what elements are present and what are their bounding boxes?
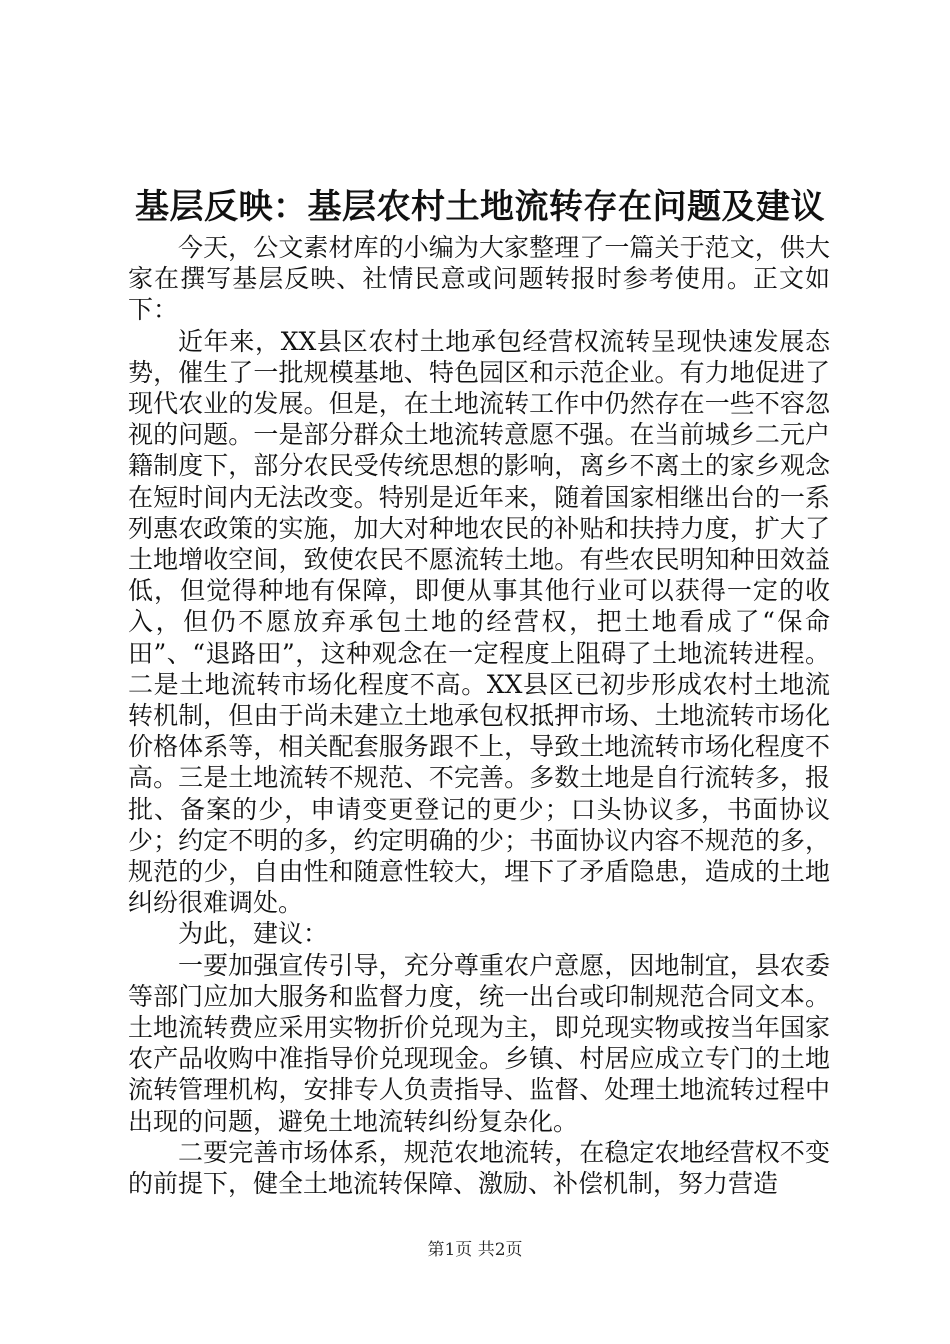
paragraph-intro: 今天，公文素材库的小编为大家整理了一篇关于范文，供大家在撰写基层反映、社情民意或问题转报时参考使用。正文如下：: [128, 233, 830, 325]
page-footer: 第1页 共2页: [427, 1240, 523, 1260]
paragraph-suggestion-two: 二要完善市场体系，规范农地流转，在稳定农地经营权不变的前提下，健全土地流转保障、激励、补偿机制，努力营造: [128, 1137, 830, 1199]
document-title: 基层反映：基层农村土地流转存在问题及建议: [135, 187, 825, 227]
paragraph-suggestions-heading: 为此，建议：: [178, 919, 329, 949]
paragraph-problems: 近年来，XX县区农村土地承包经营权流转呈现快速发展态势，催生了一批规模基地、特色园区和示范企业。有力地促进了现代农业的发展。但是，在土地流转工作中仍然存在一些不容忽视的问题。一是部分群众土地流转意愿不强。在当前城乡二元户籍制度下，部分农民受传统思想的影响，离乡不离土的家乡观念在短时间内无法改变。特别是近年来，随着国家相继出台的一系列惠农政策的实施，加大对种地农民的补贴和扶持力度，扩大了土地增收空间，致使农民不愿流转土地。有些农民明知种田效益低，但觉得种地有保障，即便从事其他行业可以获得一定的收入，但仍不愿放弃承包土地的经营权，把土地看成了“保命田”、“退路田”，这种观念在一定程度上阻碍了土地流转进程。二是土地流转市场化程度不高。XX县区已初步形成农村土地流转机制，但由于尚未建立土地承包权抵押市场、土地流转市场化价格体系等，相关配套服务跟不上，导致土地流转市场化程度不高。三是土地流转不规范、不完善。多数土地是自行流转多，报批、备案的少，申请变更登记的更少；口头协议多，书面协议少；约定不明的多，约定明确的少；书面协议内容不规范的多，规范的少，自由性和随意性较大，埋下了矛盾隐患，造成的土地纠纷很难调处。: [128, 326, 830, 918]
document-body: [128, 232, 830, 1199]
paragraph-suggestion-one: 一要加强宣传引导，充分尊重农户意愿，因地制宜，县农委等部门应加大服务和监督力度，统一出台或印制规范合同文本。土地流转费应采用实物折价兑现为主，即兑现实物或按当年国家农产品收购中准指导价兑现现金。乡镇、村居应成立专门的土地流转管理机构，安排专人负责指导、监督、处理土地流转过程中出现的问题，避免土地流转纠纷复杂化。: [128, 950, 830, 1136]
